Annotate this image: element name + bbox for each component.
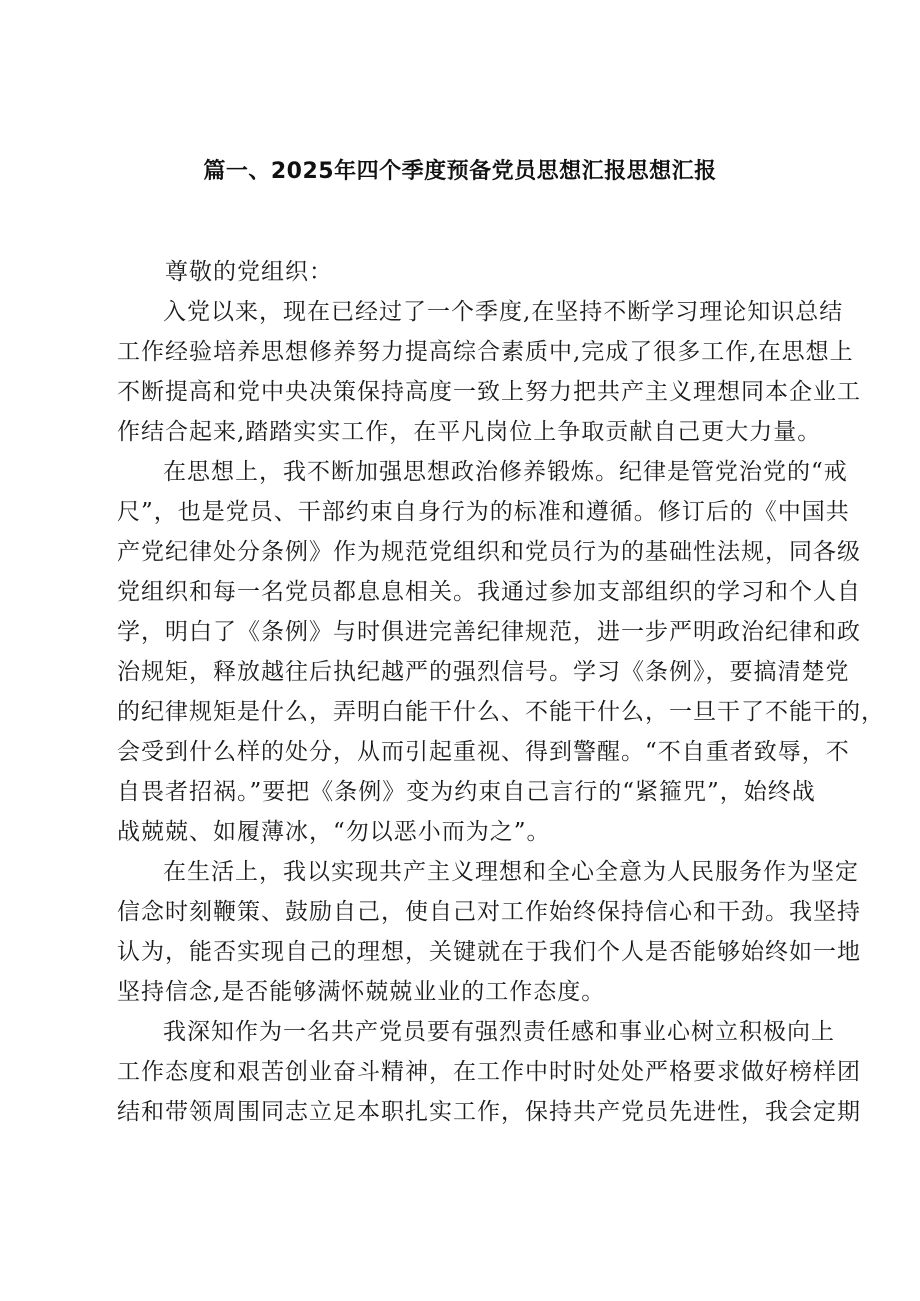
paragraph-line: 会受到什么样的处分，从而引起重视、得到警醒。“不自重者致辱，不 — [117, 739, 850, 765]
paragraph-line: 党组织和每一名党员都息息相关。我通过参加支部组织的学习和个人自 — [117, 579, 861, 605]
paragraph-line: 产党纪律处分条例》作为规范党组织和党员行为的基础性法规，同各级 — [117, 539, 861, 565]
paragraph-line: 入党以来，现在已经过了一个季度,在坚持不断学习理论知识总结 — [163, 299, 844, 325]
paragraph-line: 学，明白了《条例》与时俱进完善纪律规范，进一步严明政治纪律和政 — [117, 619, 861, 645]
paragraph-line: 作结合起来,踏踏实实工作，在平凡岗位上争取贡献自己更大力量。 — [117, 419, 822, 445]
paragraph-line: 治规矩，释放越往后执纪越严的强烈信号。学习《条例》，要搞清楚党 — [117, 659, 850, 685]
paragraph-line: 认为，能否实现自己的理想，关键就在于我们个人是否能够始终如一地 — [117, 939, 861, 965]
paragraph-3 — [117, 852, 861, 1012]
paragraph-line: 自畏者招祸。”要把《条例》变为约束自己言行的“紧箍咒”，始终战 — [117, 779, 816, 805]
paragraph-2 — [117, 452, 885, 852]
paragraph-line: 坚持信念,是否能够满怀兢兢业业的工作态度。 — [117, 979, 606, 1005]
paragraph-line: 结和带领周围同志立足本职扎实工作，保持共产党员先进性，我会定期 — [117, 1099, 861, 1125]
paragraph-line: 在思想上，我不断加强思想政治修养锻炼。纪律是管党治党的“戒 — [163, 459, 848, 485]
paragraph-line: 尺”，也是党员、干部约束自身行为的标准和遵循。修订后的《中国共 — [117, 499, 850, 525]
paragraph-1 — [117, 292, 861, 452]
document-body — [117, 252, 885, 1132]
salutation: 尊敬的党组织： — [165, 259, 333, 285]
paragraph-line: 不断提高和党中央决策保持高度一致上努力把共产主义理想同本企业工 — [117, 379, 861, 405]
paragraph-line: 信念时刻鞭策、鼓励自己，使自己对工作始终保持信心和干劲。我坚持 — [117, 899, 861, 925]
paragraph-line: 工作态度和艰苦创业奋斗精神，在工作中时时处处严格要求做好榜样团 — [117, 1059, 861, 1085]
paragraph-line: 的纪律规矩是什么，弄明白能干什么、不能干什么，一旦干了不能干的， — [117, 699, 885, 725]
document-title: 篇一、2025年四个季度预备党员思想汇报思想汇报 — [203, 159, 717, 184]
paragraph-line: 战兢兢、如履薄冰，“勿以恶小而为之”。 — [117, 819, 551, 845]
paragraph-line: 工作经验培养思想修养努力提高综合素质中,完成了很多工作,在思想上 — [117, 339, 854, 365]
paragraph-line: 我深知作为一名共产党员要有强烈责任感和事业心树立积极向上 — [163, 1019, 835, 1045]
paragraph-line: 在生活上，我以实现共产主义理想和全心全意为人民服务作为坚定 — [163, 859, 859, 885]
paragraph-4 — [117, 1012, 861, 1132]
